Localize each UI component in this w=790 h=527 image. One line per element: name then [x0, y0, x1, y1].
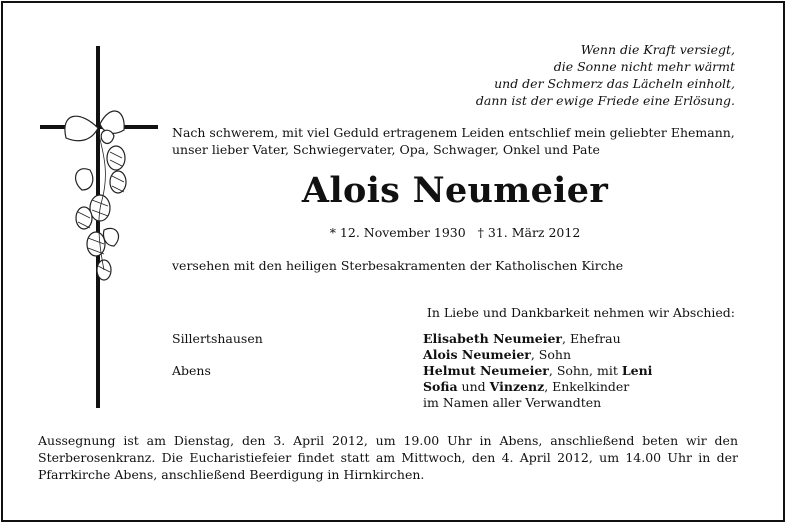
mourner-relatives: im Namen aller Verwandten — [423, 395, 602, 410]
mourners-list — [423, 331, 652, 411]
mourner-wife: Elisabeth Neumeier, Ehefrau — [423, 331, 621, 346]
funeral-notice: Aussegnung ist am Dienstag, den 3. April 2012, um 19.00 Uhr in Abens, anschließend beten wir den Sterberosenkranz. Die Eucharistiefeier findet statt am Mittwoch, den 4. April 2012, um 14.00 Uhr in der Pfarrkirche Abens, anschließend Beerdigung in Hirnkirchen. — [38, 433, 738, 482]
poem-line: dann ist der ewige Friede eine Erlösung. — [475, 93, 735, 108]
poem-line: und der Schmerz das Lächeln einholt, — [494, 76, 735, 91]
poem-line: Wenn die Kraft versiegt, — [580, 42, 735, 57]
intro-text: Nach schwerem, mit viel Geduld ertragenem Leiden entschlief mein geliebter Ehemann, unser lieber Vater, Schwiegervater, Opa, Schwager, Onkel und Pate — [172, 125, 735, 157]
poem — [476, 41, 735, 109]
farewell-line: In Liebe und Dankbarkeit nehmen wir Abschied: — [426, 305, 735, 320]
mourner-son-helmut: Helmut Neumeier, Sohn, mit Leni — [423, 363, 653, 378]
poem-line: die Sonne nicht mehr wärmt — [553, 59, 735, 74]
sacrament-note: versehen mit den heiligen Sterbesakramenten der Katholischen Kirche — [172, 258, 624, 273]
mourner-grandchildren: Sofia und Vinzenz, Enkelkinder — [423, 379, 630, 394]
mourner-son: Alois Neumeier, Sohn — [423, 347, 571, 362]
place-sillertshausen: Sillertshausen — [172, 331, 263, 346]
place-abens: Abens — [172, 363, 211, 378]
life-dates: * 12. November 1930 † 31. März 2012 — [329, 225, 581, 240]
deceased-name: Alois Neumeier — [301, 170, 609, 211]
hop-vine-icon — [40, 100, 130, 290]
